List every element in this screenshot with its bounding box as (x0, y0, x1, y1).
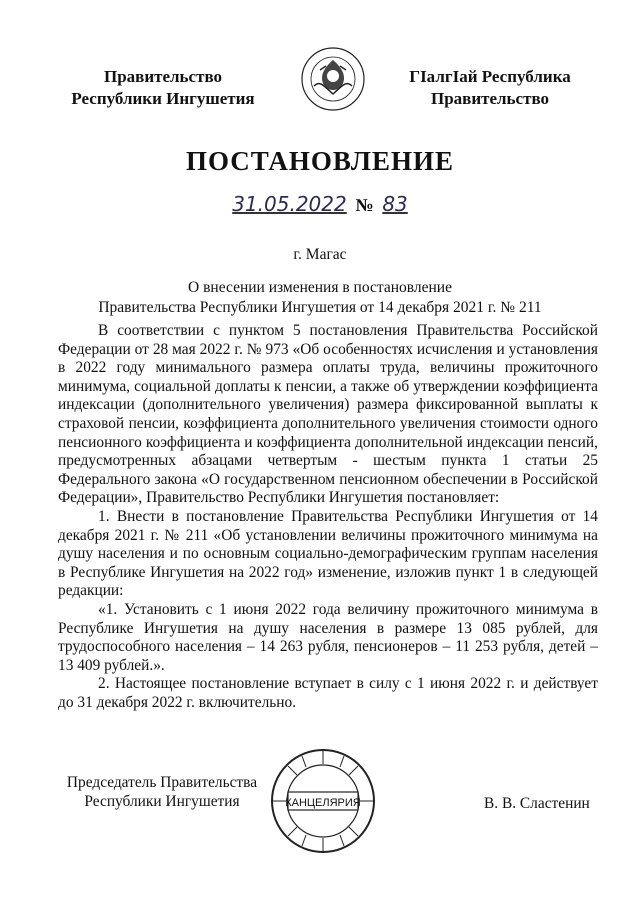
signatory-position-line2: Республики Ингушетия (84, 793, 240, 810)
document-date-number (0, 192, 640, 217)
stamp-label: КАНЦЕЛЯРИЯ (285, 797, 361, 809)
subject-line2: Правительства Республики Ингушетия от 14 декабря 2021 г. № 211 (98, 299, 542, 316)
header-government-ru (48, 66, 278, 110)
paragraph-item-2: 2. Настоящее постановление вступает в силу с 1 июня 2022 г. и действует до 31 декабря 2022 г. включительно. (58, 675, 598, 711)
document-city: г. Магас (293, 246, 347, 263)
signatory-position-line1: Председатель Правительства (66, 774, 258, 791)
subject-line1: О внесении изменения в постановление (188, 279, 452, 296)
paragraph-quoted-item: «1. Установить с 1 июня 2022 года величину прожиточного минимума в Республике Ингушетия на душу населения в размере 13 085 рублей, для трудоспособного населения – 14 263 рубля, пенсионеров – 11 253 рубля, детей – 13 409 рублей.». (58, 600, 598, 674)
signatory-name: В. В. Сластенин (484, 795, 590, 812)
header-government-ing (385, 66, 595, 110)
signatory-position (62, 773, 262, 811)
document-date: 31.05.2022 (232, 192, 347, 216)
header-left-line2: Республики Ингушетия (71, 89, 255, 108)
coat-of-arms-emblem (300, 46, 366, 112)
document-subject (60, 278, 580, 318)
paragraph-preamble: В соответствии с пунктом 5 постановления Правительства Российской Федерации от 28 мая 2022 г. № 973 «Об особенностях исчисления и установления в 2022 году минимального размера оплаты труда, величины прожиточного минимума, социальной доплаты к пенсии, а также об утверждении коэффициента индексации (дополнительного увеличения) размера фиксированной выплаты к страховой пенсии, коэффициента дополнительного увеличения стоимости одного пенсионного коэффициента и коэффициента дополнительной индексации пенсий, предусмотренных абзацами четвертым - шестым пункта 1 статьи 25 Федерального закона «О государственном пенсионном обеспечении в Российской Федерации», Правительство Республики Ингушетия постановляет: (58, 322, 598, 507)
header-left-line1: Правительство (103, 67, 223, 86)
header-right-line2: Правительство (430, 89, 550, 108)
document-body (58, 322, 598, 712)
office-stamp (270, 748, 376, 854)
number-sign: № (355, 195, 374, 215)
document-title: ПОСТАНОВЛЕНИЕ (185, 146, 455, 176)
header-right-line1: ГIалгIай Республика (409, 67, 571, 86)
paragraph-item-1: 1. Внести в постановление Правительства Республики Ингушетия от 14 декабря 2021 г. № 211 «Об установлении величины прожиточного минимума на душу населения и по основным социально-демографическим группам населения в Республике Ингушетия на 2022 год» изменение, изложив пункт 1 в следующей редакции: (58, 507, 598, 600)
document-number: 83 (382, 192, 408, 216)
